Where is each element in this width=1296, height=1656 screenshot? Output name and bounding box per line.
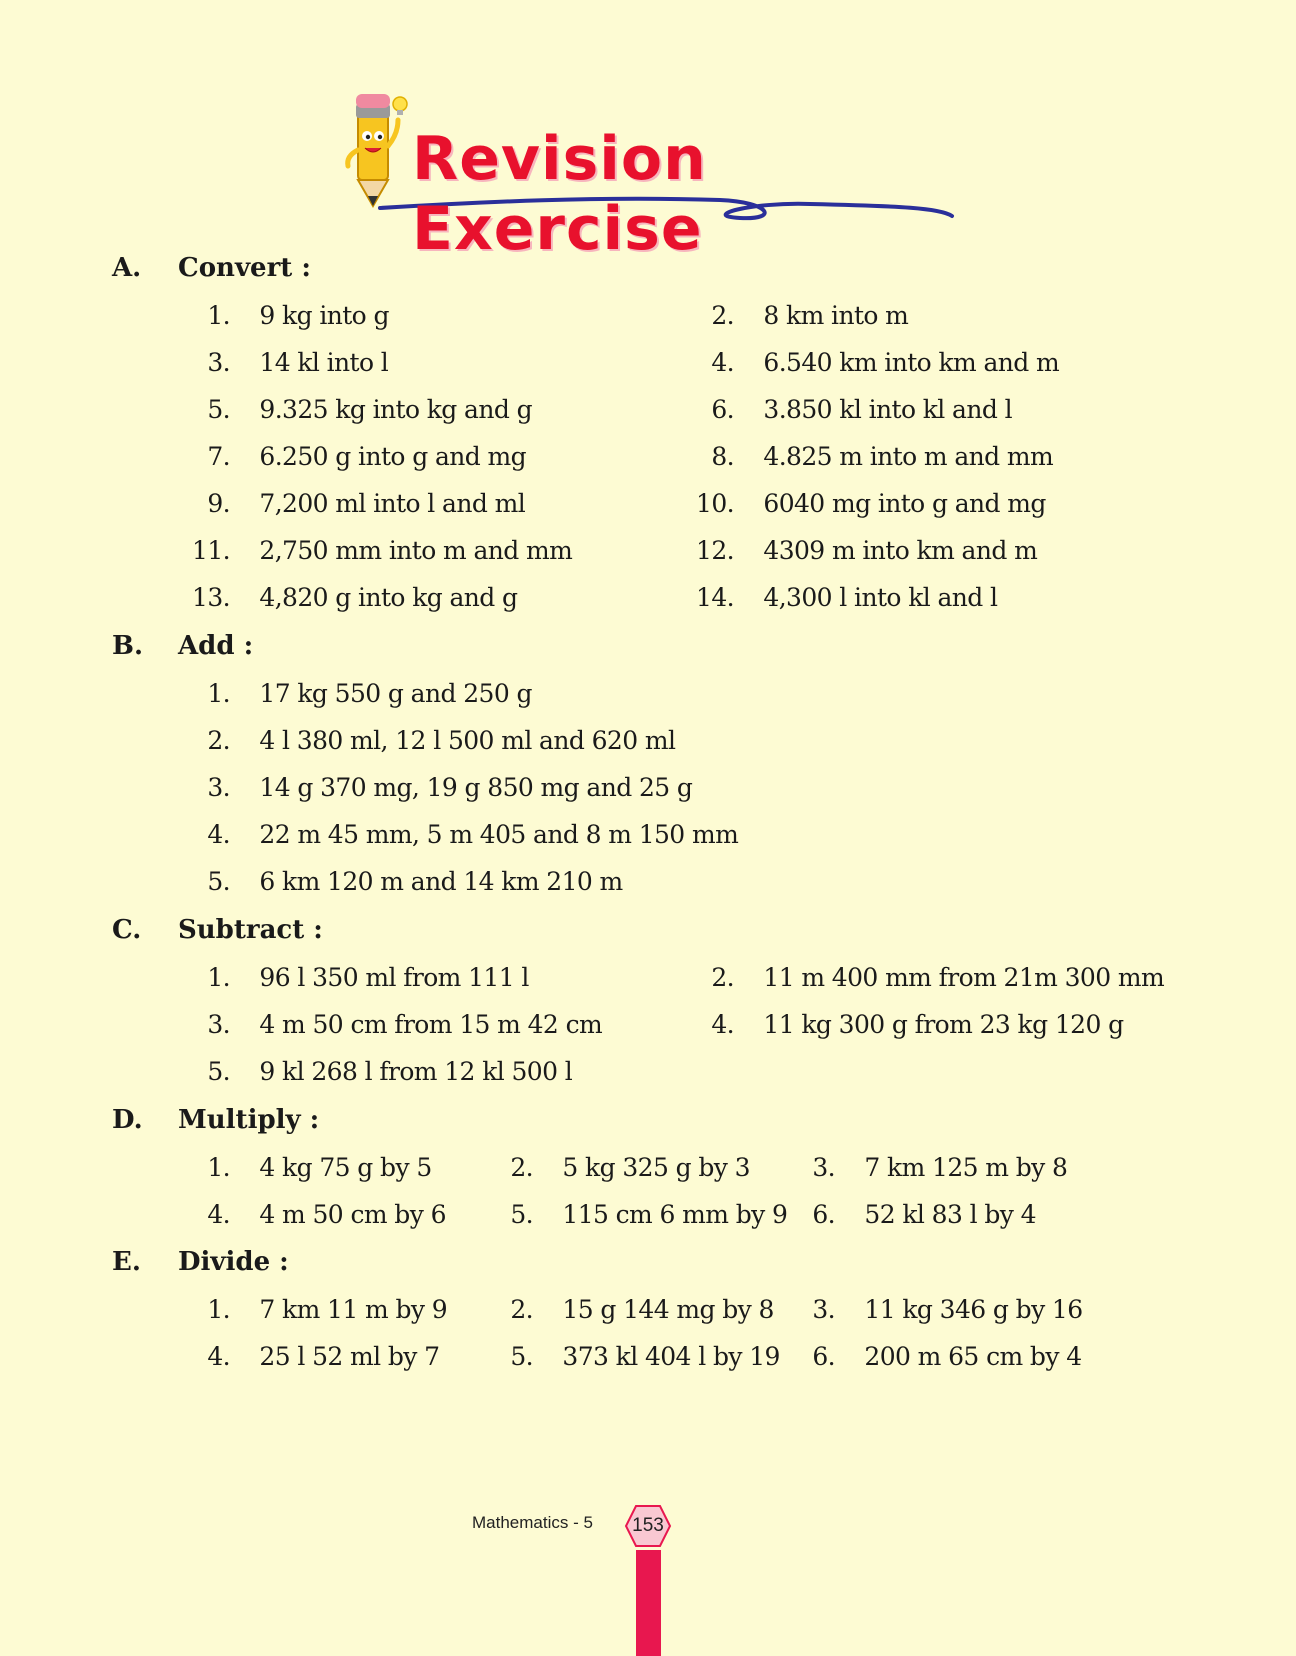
section-heading bbox=[112, 1240, 289, 1284]
section-title: Multiply : bbox=[178, 1105, 320, 1135]
section-title: Subtract : bbox=[178, 915, 323, 945]
list-item: 7. 6.250 g into g and mg bbox=[207, 442, 527, 471]
list-item: 10. 6040 mg into g and mg bbox=[696, 489, 1046, 518]
list-item: 12. 4309 m into km and m bbox=[696, 536, 1038, 565]
list-item: 4. 22 m 45 mm, 5 m 405 and 8 m 150 mm bbox=[207, 820, 739, 849]
page-number: 153 bbox=[632, 1515, 664, 1536]
section-heading bbox=[112, 1098, 319, 1142]
list-item: 4. 25 l 52 ml by 7 bbox=[207, 1342, 440, 1371]
section-letter: B. bbox=[112, 631, 144, 661]
list-item: 3. 7 km 125 m by 8 bbox=[812, 1153, 1068, 1182]
list-item: 5. 373 kl 404 l by 19 bbox=[510, 1342, 780, 1371]
section-title: Convert : bbox=[178, 253, 311, 283]
list-item: 2. 15 g 144 mg by 8 bbox=[510, 1295, 774, 1324]
list-item: 3. 14 g 370 mg, 19 g 850 mg and 25 g bbox=[207, 773, 693, 802]
footer-bar bbox=[636, 1550, 661, 1656]
list-item: 2. 11 m 400 mm from 21m 300 mm bbox=[711, 963, 1165, 992]
list-item: 13. 4,820 g into kg and g bbox=[192, 583, 518, 612]
page-title: Revision Exercise bbox=[412, 124, 707, 264]
list-item: 6. 3.850 kl into kl and l bbox=[711, 395, 1012, 424]
list-item: 5. 9.325 kg into kg and g bbox=[207, 395, 533, 424]
section-heading bbox=[112, 908, 323, 952]
footer-subject: Mathematics - 5 bbox=[472, 1513, 593, 1532]
section-letter: E. bbox=[112, 1247, 141, 1277]
list-item: 8. 4.825 m into m and mm bbox=[711, 442, 1054, 471]
section-heading bbox=[112, 246, 311, 290]
list-item: 9. 7,200 ml into l and ml bbox=[207, 489, 526, 518]
lightbulb-icon bbox=[393, 97, 407, 115]
list-item: 4. 11 kg 300 g from 23 kg 120 g bbox=[711, 1010, 1124, 1039]
section-heading bbox=[112, 624, 253, 668]
section-title: Divide : bbox=[178, 1247, 289, 1277]
list-item: 11. 2,750 mm into m and mm bbox=[192, 536, 573, 565]
list-item: 1. 7 km 11 m by 9 bbox=[207, 1295, 448, 1324]
list-item: 2. 8 km into m bbox=[711, 301, 909, 330]
section-title: Add : bbox=[178, 631, 254, 661]
list-item: 14. 4,300 l into kl and l bbox=[696, 583, 998, 612]
list-item: 2. 4 l 380 ml, 12 l 500 ml and 620 ml bbox=[207, 726, 676, 755]
list-item: 5. 6 km 120 m and 14 km 210 m bbox=[207, 867, 623, 896]
list-item: 6. 200 m 65 cm by 4 bbox=[812, 1342, 1082, 1371]
list-item: 1. 4 kg 75 g by 5 bbox=[207, 1153, 432, 1182]
list-item: 4. 6.540 km into km and m bbox=[711, 348, 1060, 377]
list-item: 1. 17 kg 550 g and 250 g bbox=[207, 679, 532, 708]
title-block bbox=[340, 90, 960, 264]
list-item: 4. 4 m 50 cm by 6 bbox=[207, 1200, 446, 1229]
section-letter: C. bbox=[112, 915, 142, 945]
section-letter: D. bbox=[112, 1105, 143, 1135]
section-letter: A. bbox=[112, 253, 142, 283]
list-item: 2. 5 kg 325 g by 3 bbox=[510, 1153, 750, 1182]
list-item: 1. 96 l 350 ml from 111 l bbox=[207, 963, 529, 992]
list-item: 5. 115 cm 6 mm by 9 bbox=[510, 1200, 788, 1229]
list-item: 5. 9 kl 268 l from 12 kl 500 l bbox=[207, 1057, 573, 1086]
list-item: 1. 9 kg into g bbox=[207, 301, 389, 330]
list-item: 3. 14 kl into l bbox=[207, 348, 389, 377]
list-item: 3. 4 m 50 cm from 15 m 42 cm bbox=[207, 1010, 603, 1039]
list-item: 3. 11 kg 346 g by 16 bbox=[812, 1295, 1083, 1324]
list-item: 6. 52 kl 83 l by 4 bbox=[812, 1200, 1036, 1229]
